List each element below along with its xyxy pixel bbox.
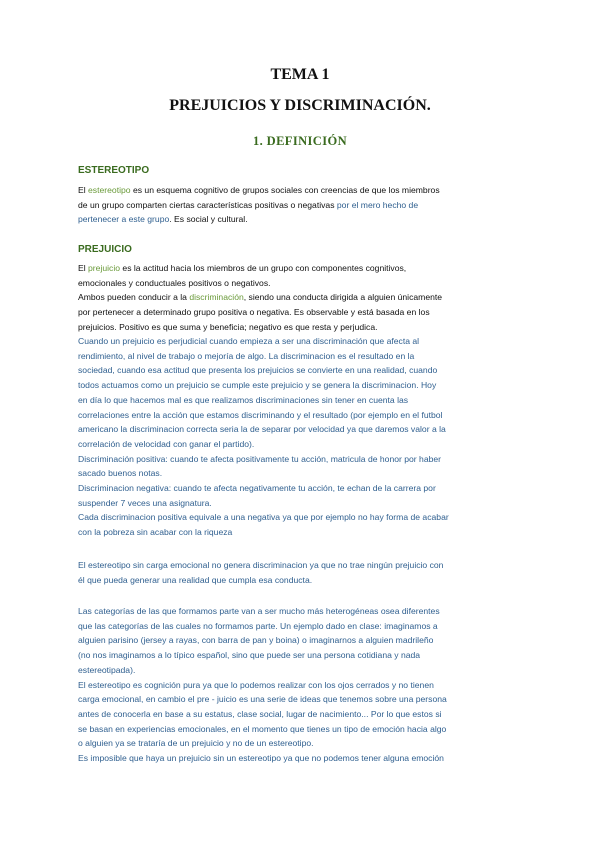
notes-line: correlación de velocidad con ganar el partido). bbox=[78, 438, 255, 449]
notes-line: se basan en experiencias emocionales, en el momento que tienes un tipo de emoción hacia algo bbox=[78, 723, 447, 734]
notes-line: correlaciones entre la acción que estamos discriminando y el resultado (por ejemplo en el futbol bbox=[78, 409, 443, 420]
notes-line: suspender 7 veces una asignatura. bbox=[78, 497, 212, 508]
notes-block-3 bbox=[78, 604, 530, 766]
notes-line: él que pueda generar una realidad que cumpla esa conducta. bbox=[78, 574, 313, 585]
notes-line: Discriminación positiva: cuando te afecta positivamente tu acción, matricula de honor por haber bbox=[78, 453, 442, 464]
notes-line: americano la discriminacion correcta seria la de separar por velocidad ya que daremos valor a la bbox=[78, 424, 446, 435]
paragraph-line: de un grupo comparten ciertas características positivas o negativas por el mero hecho de bbox=[78, 199, 419, 210]
paragraph-line: por pertenecer a determinado grupo positiva o negativa. Es observable y está basada en los bbox=[78, 307, 430, 318]
notes-line: El estereotipo sin carga emocional no genera discriminacion ya que no trae ningún prejuicio con bbox=[78, 560, 444, 570]
notes-line: carga emocional, en cambio el pre - juicio es una serie de ideas que tenemos sobre una persona bbox=[78, 694, 447, 705]
paragraph-line: El prejuicio es la actitud hacia los miembros de un grupo con componentes cognitivos, bbox=[78, 263, 407, 273]
notes-line: El estereotipo es cognición pura ya que lo podemos realizar con los ojos cerrados y no tienen bbox=[78, 679, 434, 690]
notes-line: Cada discriminacion positiva equivale a una negativa ya que por ejemplo no hay forma de acabar bbox=[78, 512, 449, 523]
prejuicio-paragraph bbox=[78, 261, 530, 335]
paragraph-line: Ambos pueden conducir a la discriminación, siendo una conducta dirigida a alguien únicamente bbox=[78, 292, 443, 303]
discriminacion-term: discriminación bbox=[189, 292, 244, 303]
notes-line: que las categorías de las cuales no formamos parte. Un ejemplo dado en clase: imaginamos a bbox=[78, 620, 438, 631]
notes-line: sacado buenos notas. bbox=[78, 468, 163, 479]
document-title: TEMA 1 bbox=[270, 66, 330, 83]
notes-line: con la pobreza sin acabar con la riqueza bbox=[78, 527, 233, 538]
prejuicio-heading: PREJUICIO bbox=[78, 244, 132, 255]
notes-line: Las categorías de las que formamos parte van a ser mucho más heterogéneas osea diferentes bbox=[78, 606, 440, 616]
paragraph-line: emocionales y conductuales positivos o negativos. bbox=[78, 277, 271, 288]
notes-line: sociedad, cuando esa actitud que presenta los prejuicios se convierte en una realidad, cuando bbox=[78, 365, 438, 376]
notes-line: antes de conocerla en base a su estatus, clase social, lugar de nacimiento... Por lo que estos si bbox=[78, 708, 442, 719]
notes-line: todos actuamos como un prejuicio se cumple este prejuicio y se genera la discriminacion. Hoy bbox=[78, 380, 437, 391]
notes-line: o alguien ya se trataría de un prejuicio y no de un estereotipo. bbox=[78, 738, 314, 749]
document-subtitle: PREJUICIOS Y DISCRIMINACIÓN. bbox=[169, 97, 431, 114]
section-heading: 1. DEFINICIÓN bbox=[252, 134, 348, 148]
notes-line: Es imposible que haya un prejuicio sin un estereotipo ya que no podemos tener alguna emoción bbox=[78, 753, 444, 764]
notes-block-2 bbox=[78, 558, 530, 587]
estereotipo-paragraph bbox=[78, 183, 530, 227]
notes-line: estereotipada). bbox=[78, 664, 136, 675]
notes-line: (no nos imaginamos a lo típico español, sino que puede ser una persona cotidiana y nada bbox=[78, 650, 421, 661]
notes-line: rendimiento, al nivel de trabajo o mejoría de algo. La discriminacion es el resultado en la bbox=[78, 350, 415, 361]
notes-line: Discriminacion negativa: cuando te afecta negativamente tu acción, te echan de la carrera por bbox=[78, 483, 436, 494]
highlight-text: por el mero hecho de bbox=[336, 199, 419, 210]
highlight-text: pertenecer a este grupo bbox=[78, 214, 170, 225]
notes-block bbox=[78, 334, 530, 540]
estereotipo-heading: ESTEREOTIPO bbox=[78, 165, 150, 176]
paragraph-line: prejuicios. Positivo es que suma y beneficia; negativo es que resta y perjudica. bbox=[78, 321, 378, 332]
notes-line: en día lo que hacemos mal es que realizamos discriminaciones sin tener en cuenta las bbox=[78, 394, 409, 405]
prejuicio-term: prejuicio bbox=[88, 263, 121, 273]
paragraph-line: pertenecer a este grupo. Es social y cultural. bbox=[78, 214, 248, 225]
notes-line: Cuando un prejuicio es perjudicial cuando empieza a ser una discriminación que afecta al bbox=[78, 336, 420, 346]
notes-line: alguien parisino (jersey a rayas, con barra de pan y boina) o imaginarnos a alguien madrileño bbox=[78, 635, 434, 646]
paragraph-line: El estereotipo es un esquema cognitivo de grupos sociales con creencias de que los miembros bbox=[78, 185, 440, 195]
estereotipo-term: estereotipo bbox=[88, 185, 131, 195]
